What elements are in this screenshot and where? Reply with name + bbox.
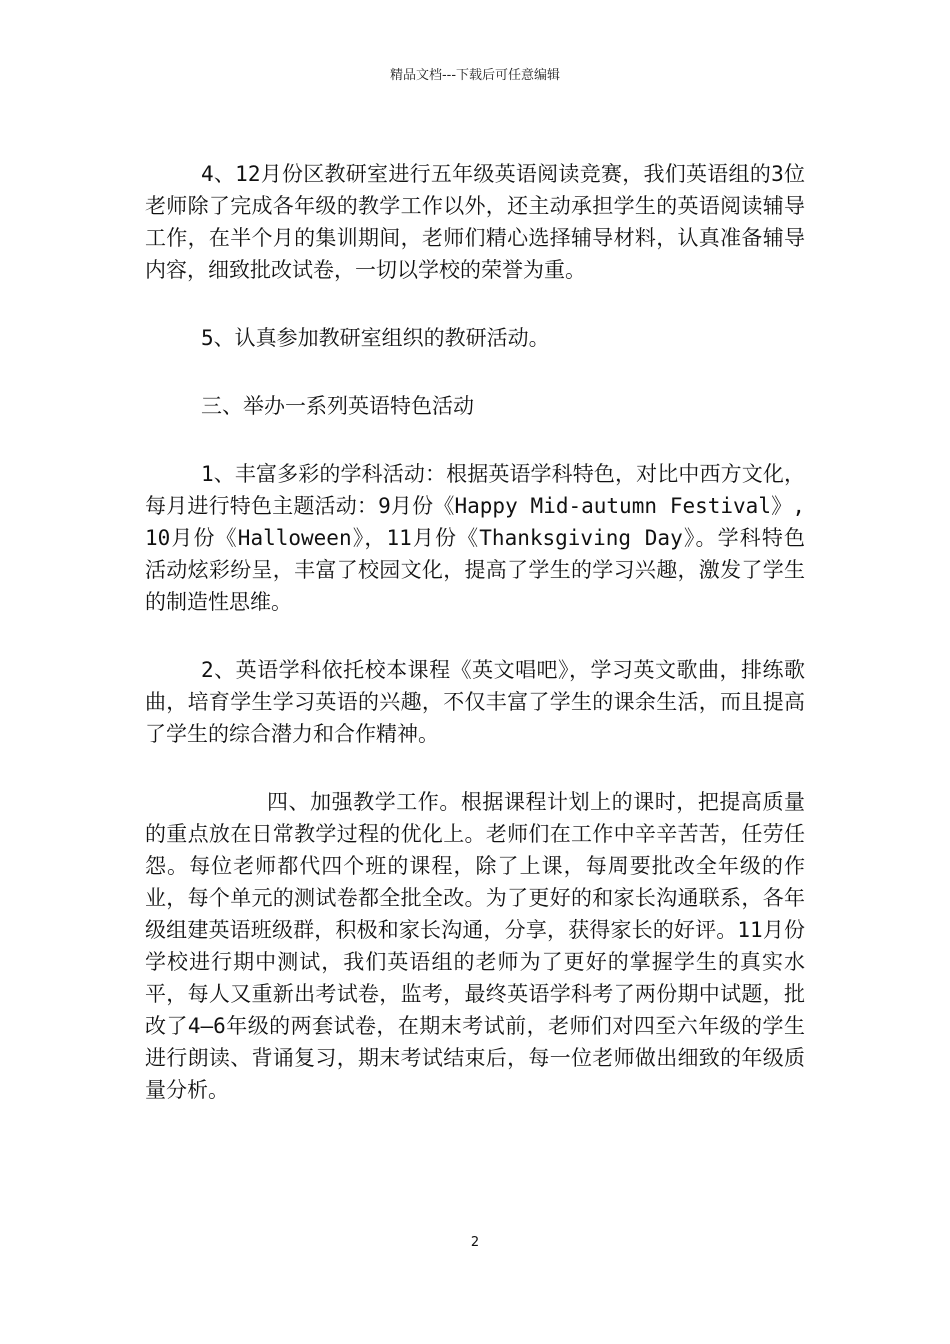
paragraph-school-course: 2、英语学科依托校本课程《英文唱吧》，学习英文歌曲，排练歌曲，培育学生学习英语的兴趣，不仅丰富了学生的课余生活，而且提高了学生的综合潜力和合作精神。 [145,658,805,746]
paragraph-teaching-work: 四、加强教学工作。根据课程计划上的课时，把提高质量的重点放在日常教学过程的优化上。老师们在工作中辛辛苦苦，任劳任怨。每位老师都代四个班的课程，除了上课，每周要批改全年级的作业，每个单元的测试卷都全批全改。为了更好的和家长沟通联系，各年级组建英语班级群，积极和家长沟通，分享，获得家长的好评。11月份学校进行期中测试，我们英语组的老师为了更好的掌握学生的真实水平，每人又重新出考试卷，监考，最终英语学科考了两份期中试题，批改了4—6年级的两套试卷，在期末考试前，老师们对四至六年级的学生进行朗读、背诵复习，期末考试结束后，每一位老师做出细致的年级质量分析。 [145,790,805,1102]
section-heading-special-activities: 三、举办一系列英语特色活动 [201,394,474,418]
page-header: 精品文档---下载后可任意编辑 [389,68,561,83]
paragraph-research-activities: 5、认真参加教研室组织的教研活动。 [201,326,550,350]
paragraph-subject-activities: 1、丰富多彩的学科活动：根据英语学科特色，对比中西方文化，每月进行特色主题活动：9月份《Happy Mid-autumn Festival》,10月份《Halloween》，11月份《Thanksgiving Day》。学科特色活动炫彩纷呈，丰富了校园文化，提高了学生的学习兴趣，激发了学生的制造性思维。 [145,462,805,614]
paragraph-reading-contest: 4、12月份区教研室进行五年级英语阅读竞赛，我们英语组的3位老师除了完成各年级的教学工作以外，还主动承担学生的英语阅读辅导工作，在半个月的集训期间，老师们精心选择辅导材料，认真准备辅导内容，细致批改试卷，一切以学校的荣誉为重。 [145,162,805,282]
document-body [145,158,805,1106]
page-number: 2 [470,1235,480,1250]
